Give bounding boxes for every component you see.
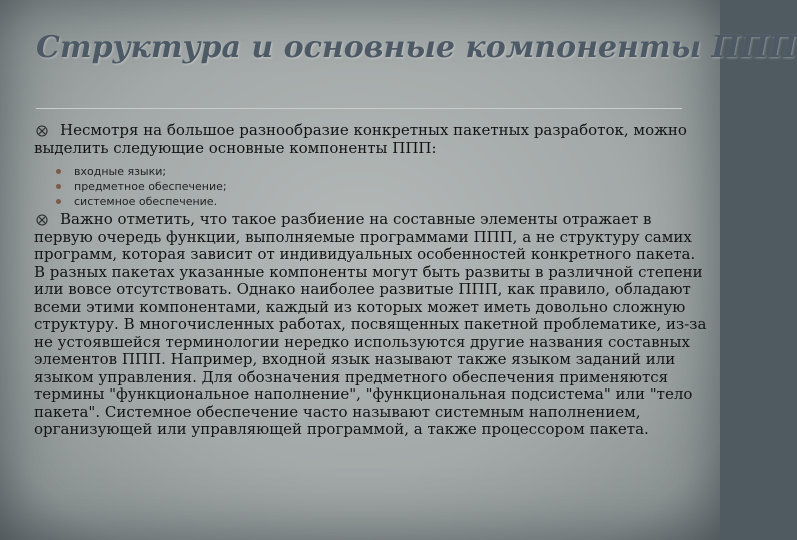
list-item: системное обеспечение. <box>56 194 227 209</box>
paragraph-main-text: Важно отметить, что такое разбиение на составные элементы отражает в первую очередь функции, выполняемые программами ППП, а не структуру самих программ, которая зависит от индивидуальных особенностей конкретного пакета. В разных пакетах указанные компоненты могут быть развиты в различной степени или вовсе отсутствовать. Однако наиболее развитые ППП, как правило, обладают всеми этими компонентами, каждый из которых может иметь довольно сложную структуру. В многочисленных работах, посвященных пакетной проблематике, из-за не устоявшейся терминологии нередко используются другие названия составных элементов ППП. Например, входной язык называют также языком заданий или языком управления. Для обозначения предметного обеспечения применяются термины "функциональное наполнение", "функциональная подсистема" или "тело пакета". Системное обеспечение часто называют системным наполнением, организующей или управляющей программой, а также процессором пакета. <box>34 210 707 438</box>
bullet-dot-icon <box>56 199 61 204</box>
list-item: предметное обеспечение; <box>56 179 227 194</box>
paragraph-intro <box>34 122 710 157</box>
component-list <box>56 164 227 209</box>
list-item: входные языки; <box>56 164 227 179</box>
slide-title: Структура и основные компоненты ППП <box>36 30 797 65</box>
paragraph-intro-text: Несмотря на большое разнообразие конкретных пакетных разработок, можно выделить следующие основные компоненты ППП: <box>34 121 687 157</box>
title-divider <box>36 108 682 109</box>
bullet-dot-icon <box>56 184 61 189</box>
paragraph-main <box>34 211 710 439</box>
bullet-dot-icon <box>56 169 61 174</box>
